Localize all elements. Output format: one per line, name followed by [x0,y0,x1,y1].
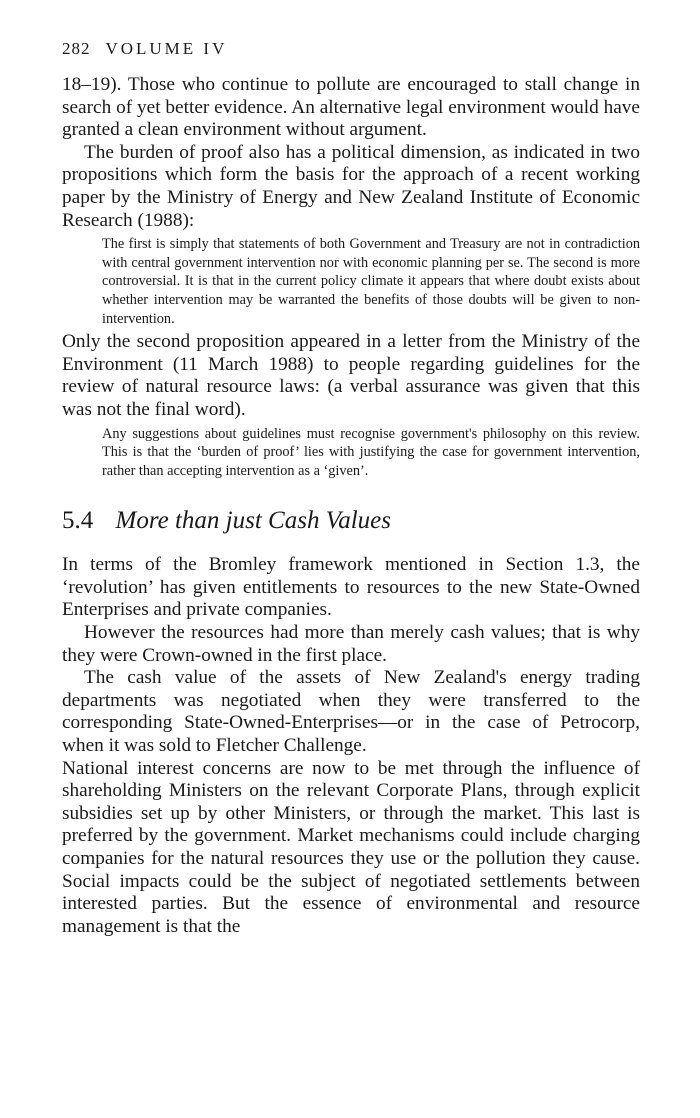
block-quote-ministry-letter: Any suggestions about guidelines must recognise government's philosophy on this review. This is that the ‘burden of proof’ lies with justifying the case for government intervention, rather than accepting intervention as a ‘given’. [102,425,640,479]
block-quote-working-paper: The first is simply that statements of both Government and Treasury are not in contradiction with central government intervention nor with economic planning per se. The second is more controversial. It is that in the current policy climate it appears that where doubt exists about whether intervention may be warranted the benefits of those doubts will be given to non-intervention. [102,236,640,327]
paragraph-energy-assets: The cash value of the assets of New Zealand's energy trading departments was negotiated when they were transferred to the corresponding State-Owned-Enterprises—or in the case of Petrocorp, when it was sold to Fletcher Challenge. [62,667,640,757]
running-head [62,38,640,60]
paragraph-cash-values: However the resources had more than merely cash values; that is why they were Crown-owned in the first place. [62,622,640,666]
section-title: More than just Cash Values [115,507,391,535]
paragraph-ministry-letter: Only the second proposition appeared in a letter from the Ministry of the Environment (11 March 1988) to people regarding guidelines for the review of natural resource laws: (a verbal assurance was given that this was not the final word). [62,331,640,420]
volume-label: VOLUME IV [105,39,228,58]
page-number: 282 [62,39,91,58]
section-number: 5.4 [62,507,94,535]
paragraph-continued: 18–19). Those who continue to pollute are encouraged to stall change in search of yet better evidence. An alternative legal environment would have granted a clean environment without argument. [62,74,640,141]
paragraph-burden-of-proof: The burden of proof also has a political dimension, as indicated in two propositions which form the basis for the approach of a recent working paper by the Ministry of Energy and New Zealand Institute of Economic Research (1988): [62,141,640,231]
book-page [62,38,640,938]
paragraph-bromley-framework: In terms of the Bromley framework mentioned in Section 1.3, the ‘revolution’ has given entitlements to resources to the new State-Owned Enterprises and private companies. [62,554,640,621]
section-heading [62,506,640,536]
paragraph-national-interest: National interest concerns are now to be met through the influence of shareholding Ministers on the relevant Corporate Plans, through explicit subsidies set up by other Ministers, or through the market. This last is preferred by the government. Market mechanisms could include charging companies for the natural resources they use or the pollution they cause. Social impacts could be the subject of negotiated settlements between interested parties. But the essence of environmental and resource management is that the [62,757,640,937]
